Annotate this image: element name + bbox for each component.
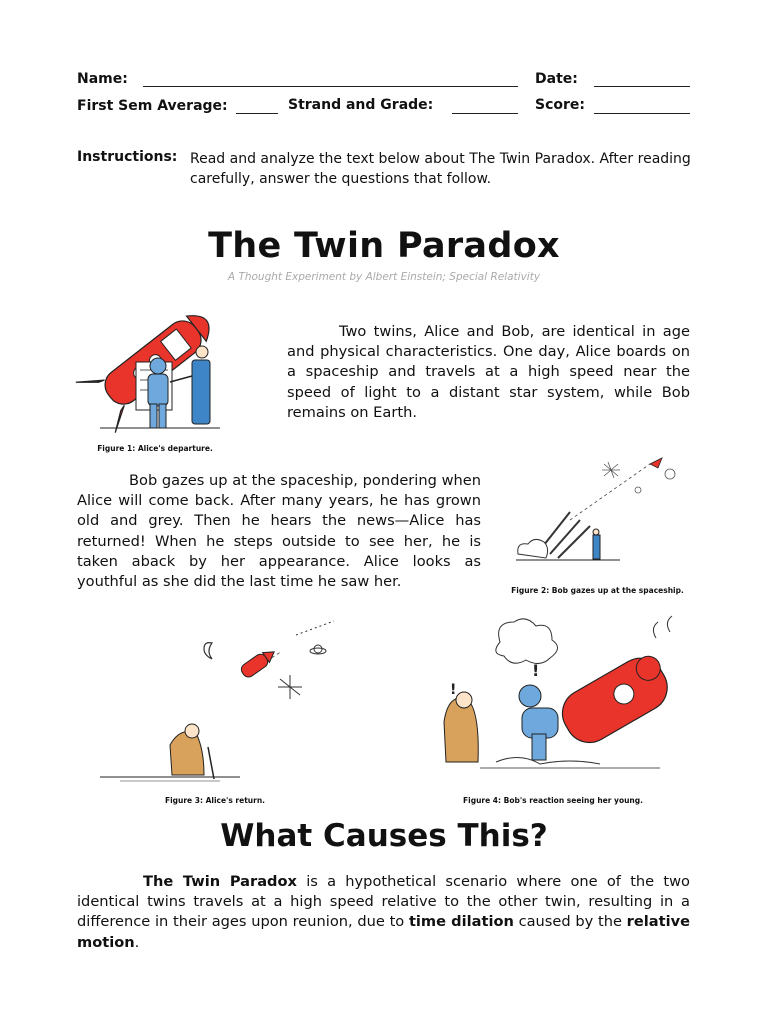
figure-4-illustration xyxy=(440,612,690,792)
name-field[interactable] xyxy=(143,86,518,87)
paragraph-2: Bob gazes up at the spaceship, pondering when Alice will come back. After many years, he has grown old and grey. Then he hears the news—Alice has returned! When he steps outside to see her, he is taken aback by her appearance. Alice looks as youthful as she did the last time he saw her. xyxy=(77,472,481,591)
text-part-1: is a hypothetical scenario where one of the two identical twins travels at a high speed relative to the other twin, resulting in a difference in their ages upon reunion, due to xyxy=(77,873,690,931)
section-heading: What Causes This? xyxy=(220,818,548,854)
figure-3-caption: Figure 3: Alice's return. xyxy=(164,796,266,805)
first-sem-field[interactable] xyxy=(236,113,278,114)
score-label: Score: xyxy=(535,97,585,113)
figure-3-illustration xyxy=(100,615,345,795)
date-field[interactable] xyxy=(594,86,690,87)
figure-1-illustration xyxy=(80,300,230,440)
figure-4-caption: Figure 4: Bob's reaction seeing her young. xyxy=(463,796,643,805)
score-field[interactable] xyxy=(594,113,690,114)
figure-2-illustration xyxy=(510,450,685,580)
instructions-label: Instructions: xyxy=(77,149,178,165)
text-part-2: caused by the xyxy=(513,913,627,931)
term-relative-motion: relative motion xyxy=(77,913,690,951)
section-paragraph xyxy=(77,872,690,953)
name-label: Name: xyxy=(77,71,128,87)
paragraph-1: Two twins, Alice and Bob, are identical in age and physical characteristics. One day, Alice boards on a spaceship and travels at a high speed near the speed of light to a distant star system, while Bob remains on Earth. xyxy=(287,323,690,421)
page-title: The Twin Paradox xyxy=(208,226,560,266)
strand-field[interactable] xyxy=(452,113,518,114)
strand-label: Strand and Grade: xyxy=(288,97,434,113)
term-twin-paradox: The Twin Paradox xyxy=(143,873,297,890)
instructions-text: Read and analyze the text below about The Twin Paradox. After reading carefully, answer the questions that follow. xyxy=(190,151,691,187)
svg-text:!: ! xyxy=(450,682,457,698)
figure-2-caption: Figure 2: Bob gazes up at the spaceship. xyxy=(511,586,684,595)
term-time-dilation: time dilation xyxy=(408,913,514,931)
date-label: Date: xyxy=(535,71,578,87)
text-part-3: . xyxy=(134,933,140,951)
figure-1-caption: Figure 1: Alice's departure. xyxy=(97,444,213,453)
page-subtitle: A Thought Experiment by Albert Einstein; Special Relativity xyxy=(227,271,541,283)
first-sem-label: First Sem Average: xyxy=(77,98,228,114)
svg-text:!: ! xyxy=(532,661,540,680)
